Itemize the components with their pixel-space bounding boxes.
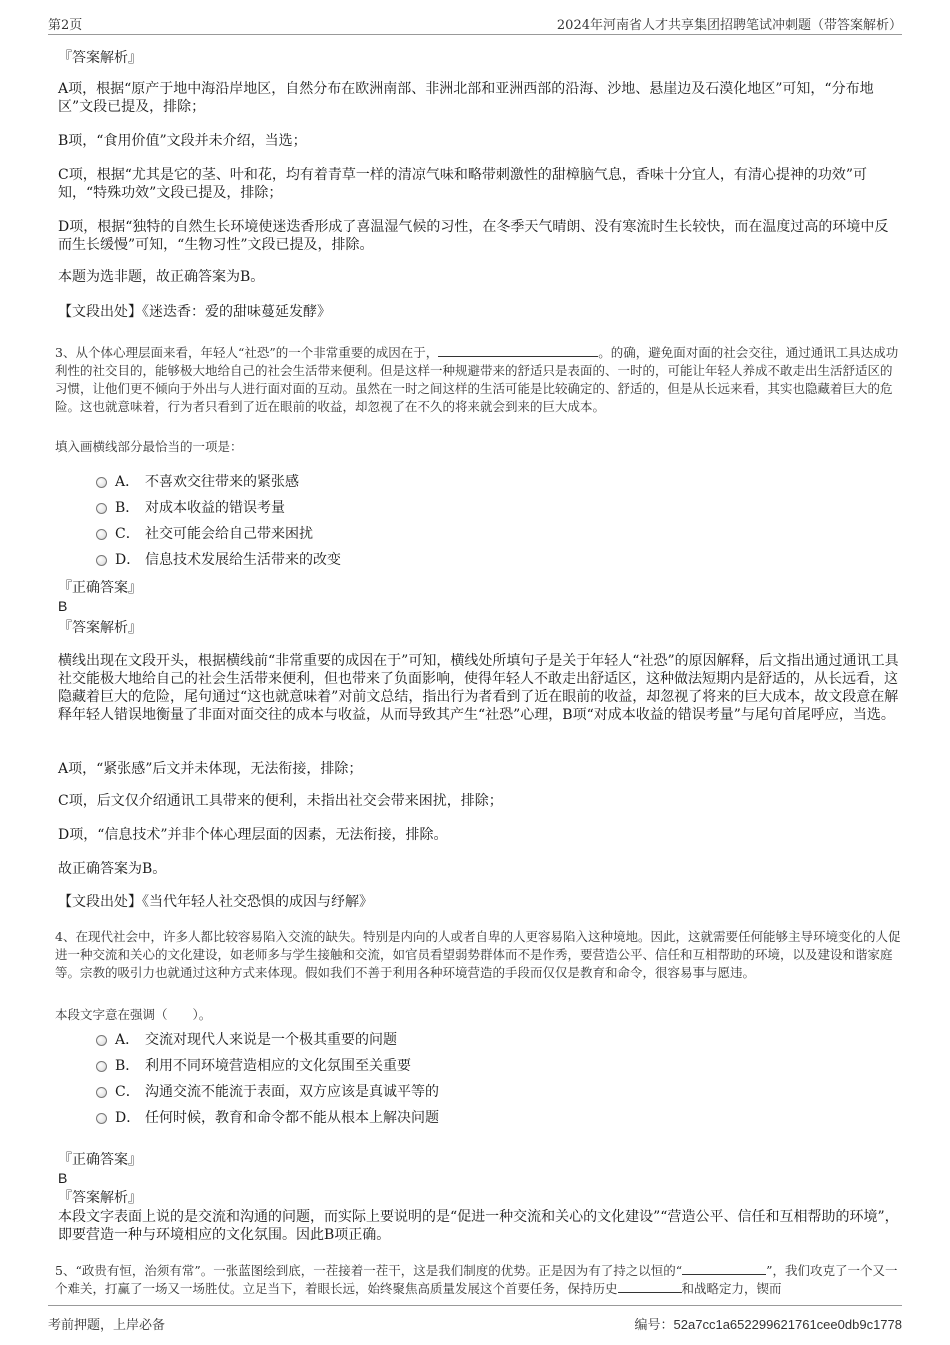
q4-answer: B: [58, 1170, 68, 1186]
q2-analysis-c: C项，根据“尤其是它的茎、叶和花，均有着青草一样的清凉气味和略带刺激性的甜樟脑气息，香味十分宜人，有清心提神的功效”可知，“特殊功效”文段已提及，排除；: [58, 167, 868, 201]
q3-analysis-label: 『答案解析』: [58, 620, 142, 636]
q3-option-d[interactable]: D． 信息技术发展给生活带来的改变: [96, 550, 341, 570]
q3-prompt: 填入画横线部分最恰当的一项是：: [55, 439, 243, 454]
radio-icon[interactable]: [96, 503, 107, 514]
radio-icon[interactable]: [96, 529, 107, 540]
q3-option-b[interactable]: B． 对成本收益的错误考量: [96, 498, 285, 518]
page-footer: [48, 1305, 902, 1336]
radio-icon[interactable]: [96, 1113, 107, 1124]
q2-source: 【文段出处】《迷迭香：爱的甜味蔓延发酵》: [58, 304, 331, 320]
q3-answer: B: [58, 598, 68, 614]
radio-icon[interactable]: [96, 555, 107, 566]
code-label: 编号：: [634, 1318, 674, 1333]
q4-option-a[interactable]: A． 交流对现代人来说是一个极其重要的问题: [96, 1030, 397, 1050]
q3-answer-label: 『正确答案』: [58, 580, 142, 596]
page-number: 第2页: [48, 18, 83, 33]
q4-answer-label: 『正确答案』: [58, 1152, 142, 1168]
q3-analysis-c: C项，后文仅介绍通讯工具带来的便利，未指出社交会带来困扰，排除；: [58, 793, 503, 809]
q2-analysis-b: B项，“食用价值”文段并未介绍，当选；: [58, 133, 307, 149]
page-header: [48, 10, 902, 35]
q2-analysis-d: D项，根据“独特的自然生长环境使迷迭香形成了喜温湿气候的习性，在冬季天气晴朗、没有寒流时生长较快，而在温度过高的环境中反而生长缓慢”可知，“生物习性”文段已提及，排除。: [58, 219, 889, 253]
q2-conclusion: 本题为选非题，故正确答案为B。: [58, 269, 265, 285]
q4-option-b[interactable]: B． 利用不同环境营造相应的文化氛围至关重要: [96, 1056, 411, 1076]
q3-analysis: 横线出现在文段开头，根据横线前“非常重要的成因在于”可知，横线处所填句子是关于年轻人“社恐”的原因解释，后文指出通过通讯工具社交能极大地给自己的社会生活带来便利，但也带来了负面影响，使得年轻人不敢走出舒适区，这种做法短期内是舒适的，从长远看，这隐藏着巨大的危险，尾句通过“这也就意味着”对前文总结，指出行为者看到了近在眼前的收益，却忽视了将来的巨大成本，故文段意在解释年轻人错误地衡量了非面对面交往的成本与收益，从而导致其产生“社恐”心理，B项“对成本收益的错误考量”与尾句首尾呼应，当选。: [58, 653, 899, 723]
q3-source: 【文段出处】《当代年轻人社交恐惧的成因与纾解》: [58, 894, 373, 910]
document-title: 2024年河南省人才共享集团招聘笔试冲刺题（带答案解析）: [556, 18, 902, 33]
q3-stem-before: 3、从个体心理层面来看，年轻人“社恐”的一个非常重要的成因在于，: [55, 345, 439, 360]
q3-analysis-a: A项，“紧张感”后文并未体现，无法衔接，排除；: [58, 761, 363, 777]
q3-stem: [55, 344, 902, 416]
q4-analysis: 本段文字表面上说的是交流和沟通的问题，而实际上要说明的是“促进一种交流和关心的文化建设”“营造公平、信任和互相帮助的环境”，即要营造一种与环境相应的文化氛围。因此B项正确。: [58, 1209, 899, 1243]
q2-analysis-a: A项，根据“原产于地中海沿岸地区，自然分布在欧洲南部、非洲北部和亚洲西部的沿海、沙地、悬崖边及石漠化地区”可知，“分布地区”文段已提及，排除；: [58, 81, 874, 115]
q3-option-a[interactable]: A． 不喜欢交往带来的紧张感: [96, 472, 299, 492]
q3-stem-after: 。的确，避免面对面的社会交往，通过通讯工具达成功利性的社交目的，能够极大地给自己的社会生活带来便利。但是这样一种规避带来的舒适只是表面的、一时的，可能让年轻人养成不敢走出生活舒适区的习惯，让他们更不倾向于外出与人进行面对面的互动。虽然在一时之间这样的生活可能是比较确定的、舒适的，但是从长远来看，其实也隐藏着巨大的危险。这也就意味着，行为者只看到了近在眼前的收益，却忽视了在不久的将来就会到来的巨大成本。: [55, 345, 899, 414]
q4-option-d[interactable]: D． 任何时候，教育和命令都不能从根本上解决问题: [96, 1108, 439, 1128]
q5-stem: 5、“政贵有恒，治须有常”。一张蓝图绘到底，一茬接着一茬干，这是我们制度的优势。正是因为有了持之以恒的“ ”，我们攻克了一个又一个难关，打赢了一场又一场胜仗。立足当下，着眼长远，始终聚焦高质量发展这个首要任务，保持历史 和战略定力，锲而: [55, 1263, 898, 1296]
q5-blank-1: [682, 1262, 766, 1275]
code-value: 52a7cc1a652299621761cee0db9c1778: [673, 1317, 902, 1332]
radio-icon[interactable]: [96, 1061, 107, 1072]
radio-icon[interactable]: [96, 477, 107, 488]
q4-analysis-label: 『答案解析』: [58, 1190, 142, 1206]
q5-blank-2: [618, 1280, 682, 1293]
q3-conclusion: 故正确答案为B。: [58, 861, 167, 877]
q4-stem: 4、在现代社会中，许多人都比较容易陷入交流的缺失。特别是内向的人或者自卑的人更容易陷入这种境地。因此，这就需要任何能够主导环境变化的人促进一种交流和关心的文化建设，如老师多与学生接触和交流，如官员看望弱势群体而不是作秀，要营造公平、信任和互相帮助的环境，以及建设和谐家庭等。宗教的吸引力也就通过这种方式来体现。假如我们不善于利用各种环境营造的手段而仅仅是教育和命令，很容易事与愿违。: [55, 929, 901, 980]
document-code: [635, 1314, 902, 1333]
q4-prompt: 本段文字意在强调（ ）。: [55, 1007, 212, 1022]
q4-option-c[interactable]: C． 沟通交流不能流于表面，双方应该是真诚平等的: [96, 1082, 439, 1102]
q3-blank: [438, 344, 598, 357]
radio-icon[interactable]: [96, 1087, 107, 1098]
q3-option-c[interactable]: C． 社交可能会给自己带来困扰: [96, 524, 313, 544]
q2-analysis-label: 『答案解析』: [58, 50, 142, 66]
radio-icon[interactable]: [96, 1035, 107, 1046]
q3-analysis-d: D项，“信息技术”并非个体心理层面的因素，无法衔接，排除。: [58, 827, 448, 843]
footer-slogan: 考前押题，上岸必备: [48, 1318, 166, 1333]
